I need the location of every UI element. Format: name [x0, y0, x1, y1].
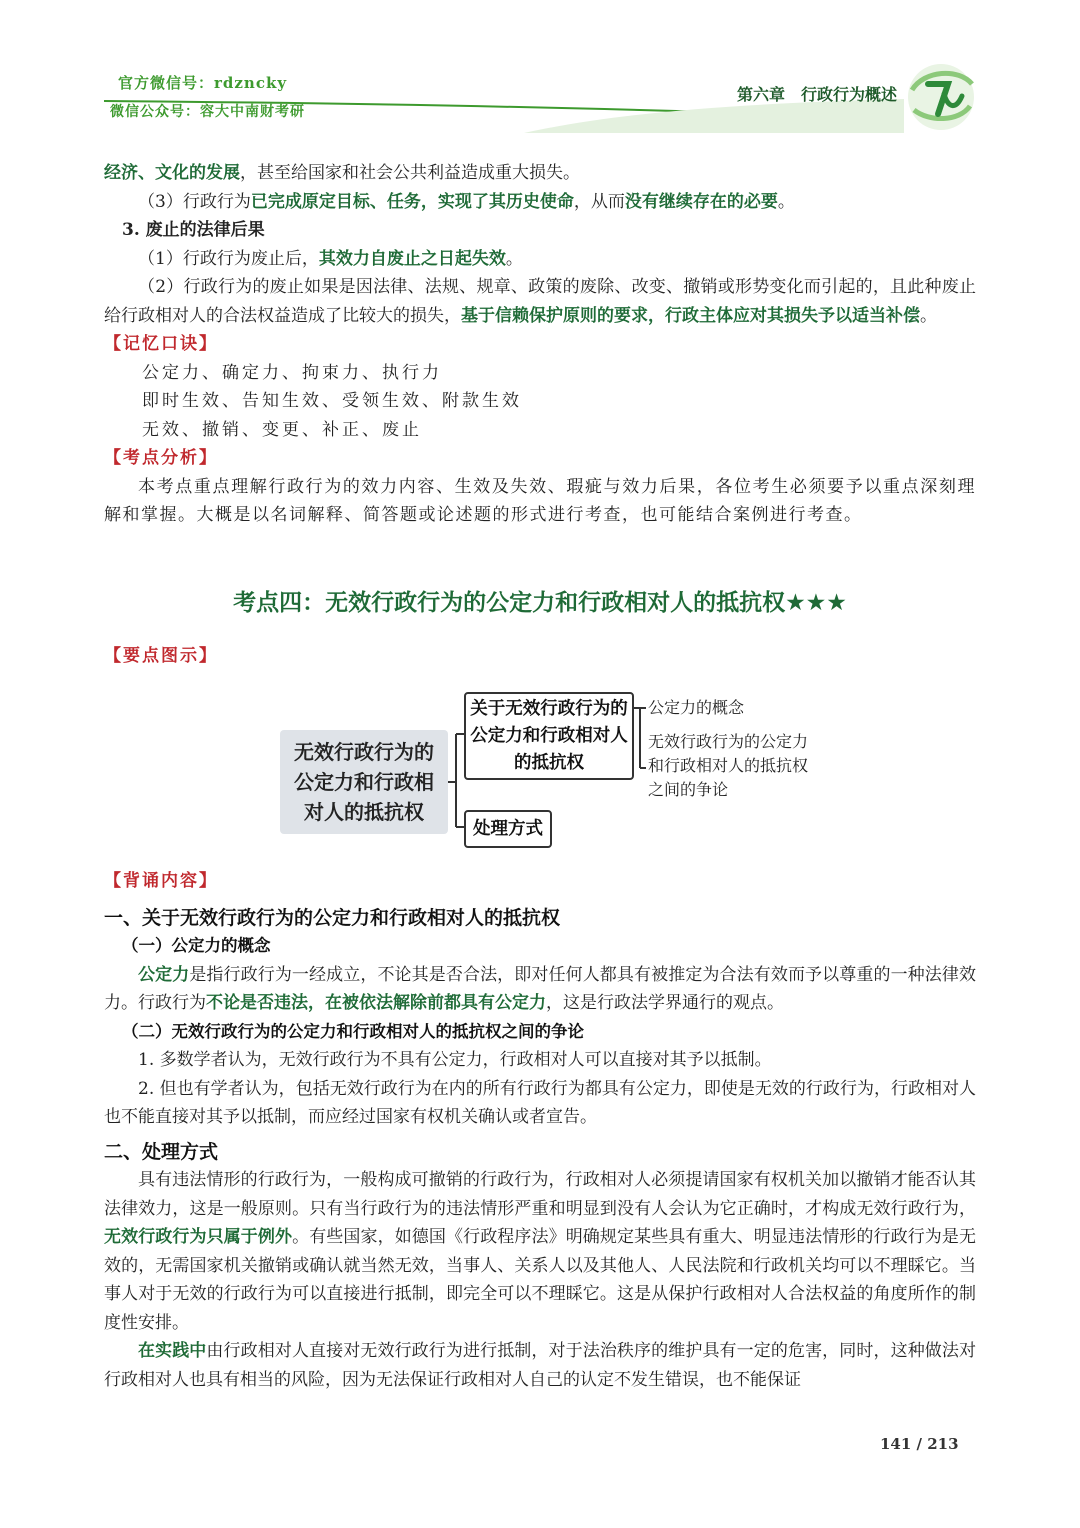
text: （2）行政行为的废止如果是因法律、法规、规章、政策的废除、改变、撤销或形势变化而引起的，且此种废止给行政相对人的合法权益造成了比较大的损失， — [104, 277, 976, 326]
text: 具有违法情形的行政行为，一般构成可撤销的行政行为，行政相对人必须提请国家有权机关加以撤销才能否认其法律效力，这是一般原则。只有当行政行为的违法情形严重和明显到没有人会认为它正确时，才构成无效行政行为， — [104, 1170, 976, 1219]
diagram-node-1 — [464, 692, 634, 780]
paragraph-concept — [104, 961, 976, 1018]
memory-line: 即时生效、告知生效、受领生效、附款生效 — [142, 391, 522, 411]
highlight: 在实践中 — [138, 1341, 207, 1361]
node-1-label: 关于无效行政行为的公定力和行政相对人的抵抗权 — [470, 698, 628, 773]
text: ，这是行政法学界通行的观点。 — [546, 993, 784, 1013]
diagram-leaf-2: 无效行政行为的公定力和行政相对人的抵抗权之间的争论 — [648, 732, 809, 799]
text: 由行政相对人直接对无效行政行为进行抵制，对于法治秩序的维护具有一定的危害，同时，这种做法对行政相对人也具有相当的风险，因为无法保证行政相对人自己的认定不发生错误，也不能保证 — [104, 1341, 977, 1390]
paragraph-1 — [104, 159, 976, 188]
header-wechat-id: 官方微信号：rdzncky — [118, 74, 288, 92]
highlight: 无效行政行为只属于例外 — [104, 1227, 293, 1247]
heading-2: 二、处理方式 — [104, 1140, 219, 1163]
paragraph-4 — [104, 273, 976, 330]
highlight: 不论是否违法，在被依法解除前都具有公定力 — [206, 993, 546, 1013]
highlight: 已完成原定目标、任务，实现了其历史使命 — [250, 191, 574, 212]
paragraph-view-2: 2. 但也有学者认为，包括无效行政行为在内的所有行政行为都具有公定力，即使是无效的行政行为，行政相对人也不能直接对其予以抵制，而应经过国家有权机关确认或者宣告。 — [104, 1078, 976, 1127]
memory-line: 无效、撤销、变更、补正、废止 — [142, 419, 422, 440]
section-title: 考点四：无效行政行为的公定力和行政相对人的抵抗权★★★ — [233, 590, 847, 616]
text: 。有些国家，如德国《行政程序法》明确规定某些具有重大、明显违法情形的行政行为是无效的，无需国家机关撤销或确认就当然无效，当事人、关系人以及其他人、人民法院和行政机关均可以不理睬它。当事人对于无效的行政行为可以直接进行抵制，即完全可以不理睬它。这是从保护行政相对人合法权益的角度所作的制度性安排。 — [104, 1227, 977, 1333]
brand-logo-icon — [904, 60, 978, 134]
paragraph-practice — [104, 1337, 976, 1394]
analysis-tag: 【考点分析】 — [104, 448, 218, 468]
heading-1: 一、关于无效行政行为的公定力和行政相对人的抵抗权 — [104, 906, 561, 929]
text: 。 — [777, 191, 795, 212]
node-2-label: 处理方式 — [473, 818, 543, 839]
text: 是指行政行为一经成立，不论其是否合法，即对任何人都具有被推定为合法有效而予以尊重的一种法律效力。行政行为 — [104, 964, 976, 1013]
top-section — [104, 159, 976, 530]
page-number: 141 / 213 — [880, 1435, 959, 1453]
root-label: 无效行政行为的公定力和行政相对人的抵抗权 — [294, 740, 434, 824]
mind-map-diagram — [278, 688, 838, 853]
diagram-tag: 【要点图示】 — [104, 646, 218, 666]
recite-section — [104, 867, 976, 1394]
paragraph-handling — [104, 1166, 976, 1337]
highlight: 基于信赖保护原则的要求，行政主体应对其损失予以适当补偿 — [461, 305, 920, 326]
text: ，从而 — [573, 191, 625, 212]
text: 。 — [920, 305, 937, 326]
highlight: 没有继续存在的必要 — [624, 191, 778, 212]
memory-line: 公定力、确定力、拘束力、执行力 — [142, 362, 442, 383]
diagram-leaf-1: 公定力的概念 — [648, 698, 745, 717]
paragraph-view-1: 1. 多数学者认为，无效行政行为不具有公定力，行政相对人可以直接对其予以抵制。 — [138, 1050, 772, 1070]
text: ，甚至给国家和社会公共利益造成重大损失。 — [240, 163, 580, 183]
heading-1-2: （二）无效行政行为的公定力和行政相对人的抵抗权之间的争论 — [122, 1021, 584, 1041]
analysis-text: 本考点重点理解行政行为的效力内容、生效及失效、瑕疵与效力后果，各位考生必须要予以重点深刻理解和掌握。大概是以名词解释、简答题或论述题的形式进行考查，也可能结合案例进行考查。 — [104, 476, 976, 525]
heading-1-1: （一）公定力的概念 — [122, 936, 271, 955]
highlight: 公定力 — [138, 964, 190, 985]
diagram-node-2 — [464, 810, 552, 848]
header-public-account: 微信公众号：容大中南财考研 — [110, 104, 305, 120]
memory-tag: 【记忆口诀】 — [104, 334, 218, 354]
paragraph-3 — [104, 245, 976, 274]
paragraph-2 — [104, 188, 976, 217]
highlight: 其效力自废止之日起失效 — [318, 248, 506, 269]
highlight: 经济、文化的发展 — [104, 163, 240, 183]
header-chapter — [737, 82, 913, 105]
text: 。 — [505, 248, 523, 269]
diagram-root-node — [280, 730, 448, 834]
chapter-title: 行政行为概述 — [801, 85, 898, 104]
subheading-3: 3. 废止的法律后果 — [122, 220, 265, 240]
recite-tag: 【背诵内容】 — [104, 871, 218, 891]
text: （1）行政行为废止后， — [138, 248, 319, 269]
text: （3）行政行为 — [138, 191, 251, 212]
chapter-number: 第六章 — [737, 85, 786, 104]
